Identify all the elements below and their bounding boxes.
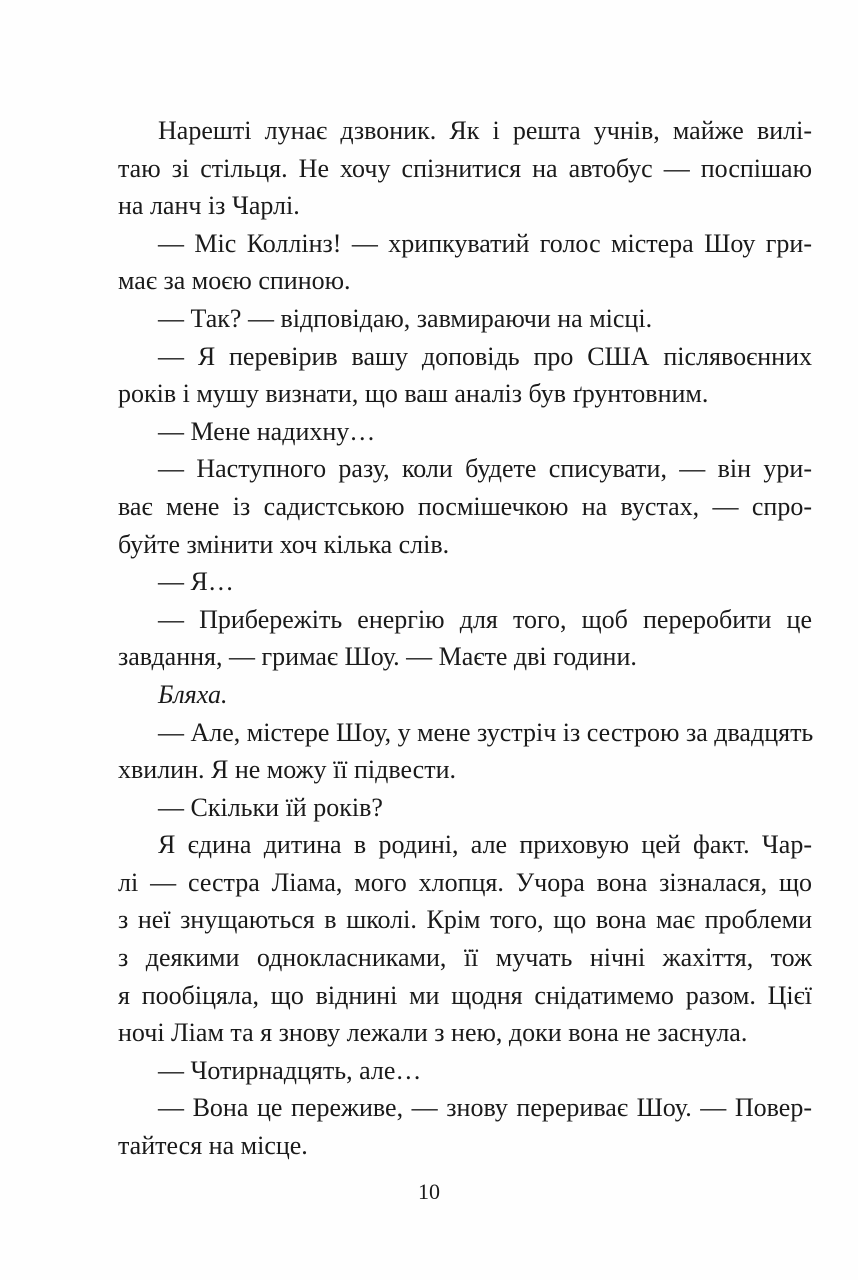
text-line: років і мушу визнати, що ваш аналіз був ґрунтовним. [118,379,709,409]
text-line: завдання, — гримає Шоу. — Маєте дві години. [118,642,637,672]
text-line: ночі Ліам та я знову лежали з нею, доки вона не заснула. [118,1018,748,1048]
text-line: — Але, містере Шоу, у мене зустріч із сестрою за двадцять [158,717,814,747]
text-line: Я єдина дитина в родині, але приховую цей факт. Чар- [158,830,812,860]
text-line: таю зі стільця. Не хочу спізнитися на автобус — поспішаю [118,153,812,183]
text-line: має за моєю спиною. [118,266,351,296]
text-line: — Міс Коллінз! — хрипкуватий голос містера Шоу гри- [158,228,812,258]
text-line: лі — сестра Ліама, мого хлопця. Учора вона зізналася, що [118,867,812,897]
text-line: — Чотирнадцять, але… [158,1055,422,1085]
text-line: — Так? — відповідаю, завмираючи на місці. [158,303,653,333]
text-line: Нарешті лунає дзвоник. Як і решта учнів, майже вилі- [158,116,812,145]
body-text [118,112,812,1165]
text-line: ває мене із садистською посмішечкою на вустах, — спро- [118,491,812,521]
text-line: тайтеся на місце. [118,1131,308,1161]
text-line: — Я перевірив вашу доповідь про США післявоєнних [158,341,812,371]
text-line: хвилин. Я не можу її підвести. [118,755,456,785]
text-line: — Я… [158,567,234,597]
text-line: — Скільки їй років? [158,792,383,822]
text-line: я пообіцяла, що віднині ми щодня снідатимемо разом. Цієї [118,980,812,1010]
text-line: — Прибережіть енергію для того, щоб переробити це [158,604,812,634]
text-line: з деякими однокласниками, її мучать нічні жахіття, тож [118,943,812,973]
text-line: на ланч із Чарлі. [118,191,300,221]
text-line: Бляха. [158,679,228,709]
text-line: — Вона це переживе, — знову перериває Шоу. — Повер- [158,1093,812,1123]
text-line: — Мене надихну… [158,416,376,446]
text-line: — Наступного разу, коли будете списувати, — він ури- [158,454,812,484]
text-line: з неї знущаються в школі. Крім того, що вона має проблеми [118,905,812,935]
page-number: 10 [418,1179,440,1204]
text-line: буйте змінити хоч кілька слів. [118,529,450,559]
